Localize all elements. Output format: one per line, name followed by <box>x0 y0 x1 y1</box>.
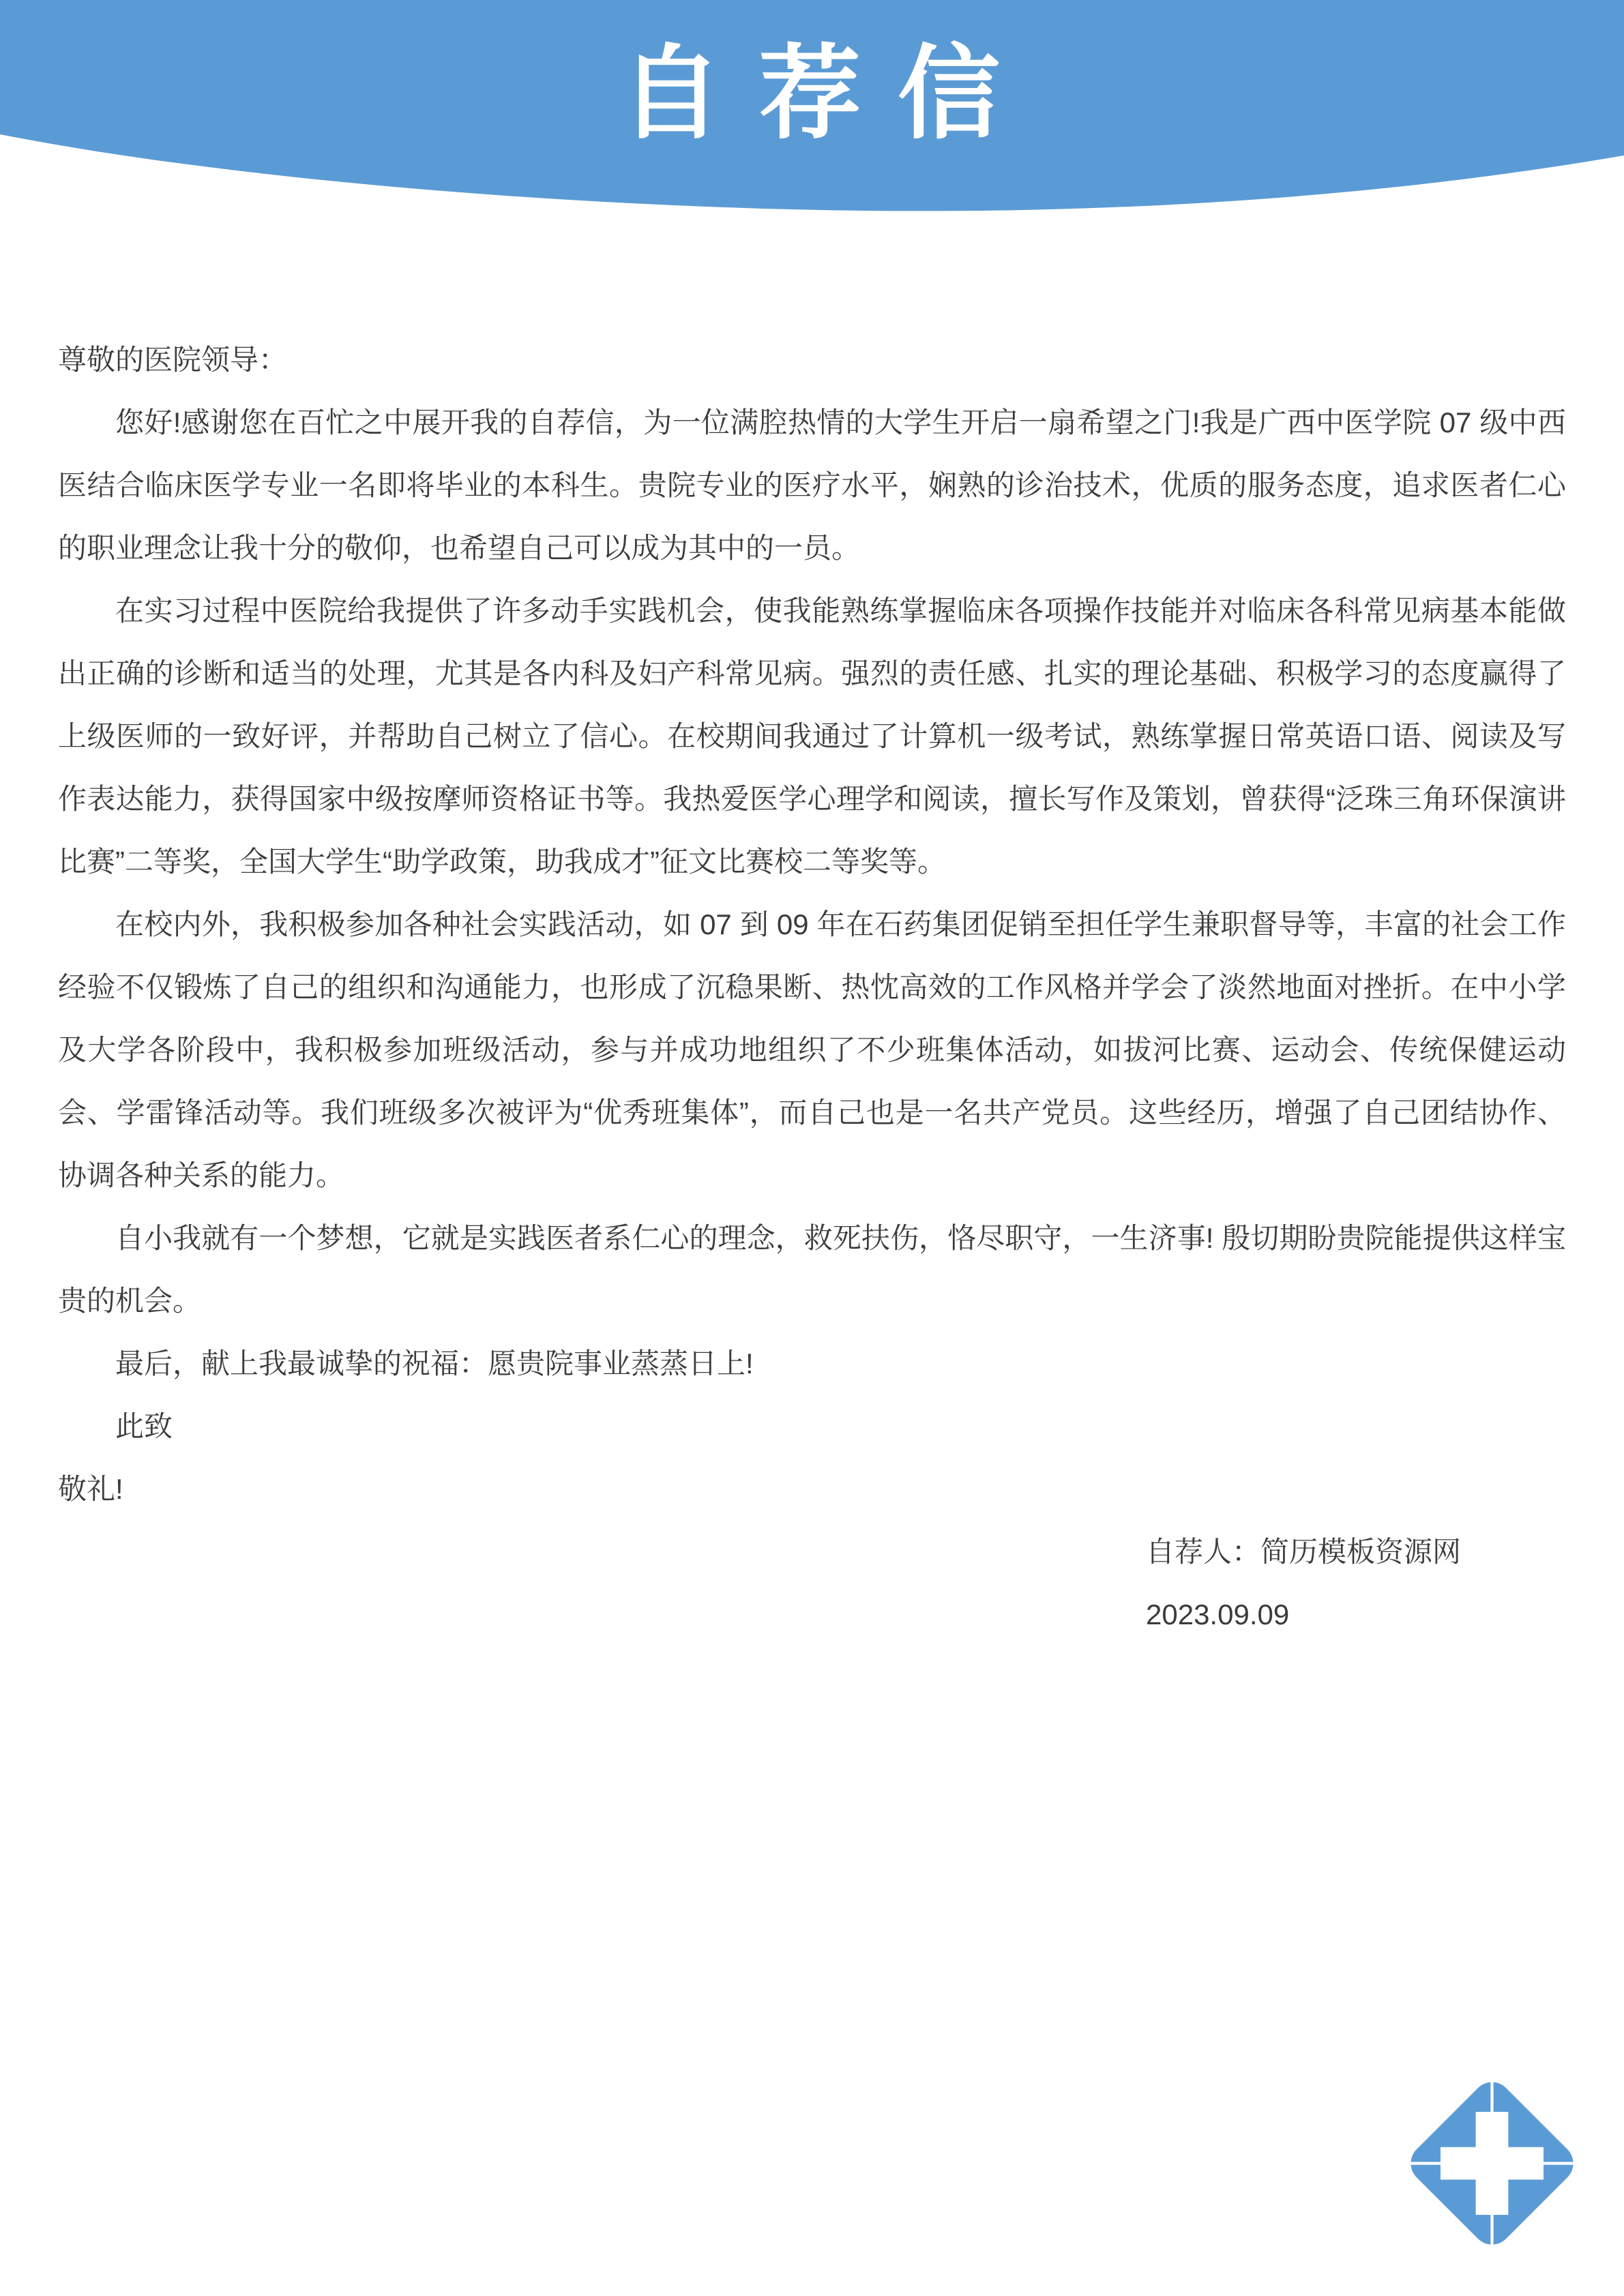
salutation: 尊敬的医院领导： <box>58 344 288 376</box>
letter-paragraph: 最后，献上我最诚挚的祝福：愿贵院事业蒸蒸日上! <box>115 1347 754 1380</box>
letter-paragraph: 您好!感谢您在百忙之中展开我的自荐信，为一位满腔热情的大学生开启一扇希望之门!我是广西中医学院 07 级中西医结合临床医学专业一名即将毕业的本科生。贵院专业的医疗水平，娴熟的诊治技术，优质的服务态度，追求医者仁心的职业理念让我十分的敬仰，也希望自己可以成为其中的一员。 <box>58 406 1566 564</box>
letter-paragraph: 在实习过程中医院给我提供了许多动手实践机会，使我能熟练掌握临床各项操作技能并对临床各科常见病基本能做出正确的诊断和适当的处理，尤其是各内科及妇产科常见病。强烈的责任感、扎实的理论基础、积极学习的态度赢得了上级医师的一致好评，并帮助自己树立了信心。在校期间我通过了计算机一级考试，熟练掌握日常英语口语、阅读及写作表达能力，获得国家中级按摩师资格证书等。我热爱医学心理学和阅读，擅长写作及策划，曾获得“泛珠三角环保演讲比赛”二等奖，全国大学生“助学政策，助我成才”征文比赛校二等奖等。 <box>58 595 1566 878</box>
letter-paragraph: 在校内外，我积极参加各种社会实践活动，如 07 到 09 年在石药集团促销至担任学生兼职督导等，丰富的社会工作经验不仅锻炼了自己的组织和沟通能力，也形成了沉稳果断、热忱高效的工作风格并学会了淡然地面对挫折。在中小学及大学各阶段中，我积极参加班级活动，参与并成功地组织了不少班集体活动，如拔河比赛、运动会、传统保健运动会、学雷锋活动等。我们班级多次被评为“优秀班集体”，而自己也是一名共产党员。这些经历，增强了自己团结协作、协调各种关系的能力。 <box>58 908 1566 1191</box>
signature-date: 2023.09.09 <box>1146 1598 1290 1630</box>
header-banner <box>0 0 1624 225</box>
closing-jingli: 敬礼! <box>58 1473 123 1505</box>
medical-cross-icon <box>1402 2073 1582 2254</box>
closing-cizhi: 此致 <box>115 1410 173 1442</box>
page-title: 自 荐 信 <box>619 36 1005 151</box>
letter-paragraph: 自小我就有一个梦想，它就是实践医者系仁心的理念，救死扶伤，恪尽职守，一生济事! 殷切期盼贵院能提供这样宝贵的机会。 <box>58 1222 1566 1317</box>
signature-signer: 自荐人：简历模板资源网 <box>1146 1536 1462 1568</box>
medical-cross-logo <box>1402 2073 1582 2254</box>
signature-block <box>1146 1521 1566 1646</box>
letter-body <box>0 225 1624 1646</box>
letter-paragraphs <box>58 391 1566 1395</box>
